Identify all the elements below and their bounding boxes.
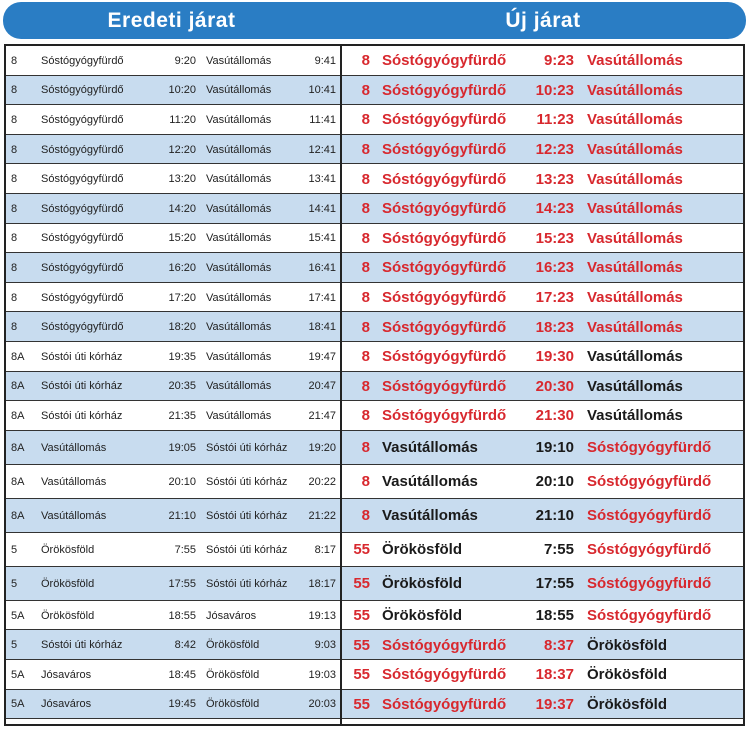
orig-arrival-stop: Örökösföld bbox=[206, 639, 260, 652]
orig-departure-stop: Sóstói úti kórház bbox=[41, 350, 123, 363]
new-arrival-stop: Sóstógyógyfürdő bbox=[587, 575, 712, 593]
new-departure-stop: Sóstógyógyfürdő bbox=[382, 666, 507, 684]
orig-arrival-time: 20:03 bbox=[308, 698, 336, 711]
new-line-number: 8 bbox=[361, 52, 370, 70]
orig-arrival-time: 15:41 bbox=[308, 232, 336, 245]
row-separator bbox=[6, 282, 743, 283]
row-separator bbox=[6, 430, 743, 431]
table-row bbox=[6, 312, 743, 342]
orig-arrival-stop: Vasútállomás bbox=[206, 261, 272, 274]
new-arrival-stop: Vasútállomás bbox=[587, 407, 683, 425]
new-arrival-stop: Sóstógyógyfürdő bbox=[587, 473, 712, 491]
orig-departure-stop: Sóstógyógyfürdő bbox=[41, 143, 124, 156]
row-separator bbox=[6, 566, 743, 567]
orig-departure-time: 21:35 bbox=[168, 409, 196, 422]
orig-departure-time: 21:10 bbox=[168, 509, 196, 522]
orig-arrival-stop: Jósaváros bbox=[206, 609, 257, 622]
orig-arrival-stop: Vasútállomás bbox=[206, 232, 272, 245]
orig-line-number: 8 bbox=[11, 321, 18, 334]
orig-departure-stop: Sóstógyógyfürdő bbox=[41, 291, 124, 304]
orig-departure-time: 20:35 bbox=[168, 380, 196, 393]
new-arrival-stop: Vasútállomás bbox=[587, 259, 683, 277]
orig-arrival-stop: Vasútállomás bbox=[206, 380, 272, 393]
orig-departure-time: 20:10 bbox=[168, 475, 196, 488]
new-arrival-stop: Vasútállomás bbox=[587, 229, 683, 247]
orig-departure-stop: Vasútállomás bbox=[41, 509, 107, 522]
orig-departure-stop: Vasútállomás bbox=[41, 441, 107, 454]
orig-line-number: 8 bbox=[11, 143, 18, 156]
new-departure-stop: Sóstógyógyfürdő bbox=[382, 111, 507, 129]
table-row bbox=[6, 224, 743, 254]
orig-departure-stop: Sóstói úti kórház bbox=[41, 639, 123, 652]
new-departure-stop: Sóstógyógyfürdő bbox=[382, 229, 507, 247]
new-line-number: 8 bbox=[361, 473, 370, 491]
new-departure-stop: Sóstógyógyfürdő bbox=[382, 348, 507, 366]
new-departure-stop: Sóstógyógyfürdő bbox=[382, 695, 507, 713]
table-row bbox=[6, 533, 743, 567]
new-departure-stop: Vasútállomás bbox=[382, 507, 478, 525]
orig-arrival-time: 13:41 bbox=[308, 173, 336, 186]
orig-arrival-stop: Vasútállomás bbox=[206, 409, 272, 422]
orig-arrival-time: 18:41 bbox=[308, 321, 336, 334]
column-divider bbox=[340, 46, 342, 724]
table-row bbox=[6, 660, 743, 690]
original-route-header: Eredeti járat bbox=[3, 2, 340, 39]
orig-departure-stop: Jósaváros bbox=[41, 668, 92, 681]
orig-line-number: 8A bbox=[11, 441, 25, 454]
orig-line-number: 8 bbox=[11, 202, 18, 215]
new-departure-stop: Sóstógyógyfürdő bbox=[382, 52, 507, 70]
orig-arrival-stop: Vasútállomás bbox=[206, 84, 272, 97]
orig-arrival-time: 19:13 bbox=[308, 609, 336, 622]
orig-arrival-stop: Örökösföld bbox=[206, 698, 260, 711]
orig-arrival-time: 8:17 bbox=[314, 543, 336, 556]
new-departure-time: 18:37 bbox=[535, 666, 574, 684]
new-departure-stop: Sóstógyógyfürdő bbox=[382, 141, 507, 159]
table-row bbox=[6, 431, 743, 465]
new-departure-stop: Örökösföld bbox=[382, 575, 463, 593]
row-separator bbox=[6, 718, 743, 719]
table-row bbox=[6, 253, 743, 283]
orig-arrival-time: 19:20 bbox=[308, 441, 336, 454]
orig-departure-time: 13:20 bbox=[168, 173, 196, 186]
orig-arrival-time: 11:41 bbox=[309, 113, 336, 126]
table-row bbox=[6, 690, 743, 720]
row-separator bbox=[6, 689, 743, 690]
new-departure-time: 17:55 bbox=[535, 575, 574, 593]
orig-departure-time: 18:55 bbox=[168, 609, 196, 622]
orig-arrival-time: 17:41 bbox=[308, 291, 336, 304]
new-arrival-stop: Örökösföld bbox=[587, 695, 668, 713]
new-departure-time: 18:55 bbox=[535, 607, 574, 625]
new-arrival-stop: Sóstógyógyfürdő bbox=[587, 607, 712, 625]
orig-departure-time: 17:20 bbox=[168, 291, 196, 304]
new-departure-stop: Sóstógyógyfürdő bbox=[382, 81, 507, 99]
new-line-number: 55 bbox=[353, 695, 370, 713]
new-arrival-stop: Vasútállomás bbox=[587, 81, 683, 99]
orig-arrival-stop: Vasútállomás bbox=[206, 113, 272, 126]
orig-line-number: 5A bbox=[11, 698, 25, 711]
orig-arrival-stop: Sóstói úti kórház bbox=[206, 543, 288, 556]
orig-arrival-time: 12:41 bbox=[308, 143, 336, 156]
new-arrival-stop: Vasútállomás bbox=[587, 141, 683, 159]
orig-arrival-time: 20:22 bbox=[308, 475, 336, 488]
orig-departure-time: 15:20 bbox=[168, 232, 196, 245]
orig-arrival-time: 16:41 bbox=[308, 261, 336, 274]
row-separator bbox=[6, 311, 743, 312]
orig-line-number: 8A bbox=[11, 409, 25, 422]
orig-line-number: 8A bbox=[11, 475, 25, 488]
orig-departure-stop: Sóstógyógyfürdő bbox=[41, 54, 124, 67]
row-separator bbox=[6, 163, 743, 164]
new-departure-stop: Sóstógyógyfürdő bbox=[382, 636, 507, 654]
new-arrival-stop: Sóstógyógyfürdő bbox=[587, 507, 712, 525]
row-separator bbox=[6, 629, 743, 630]
new-departure-time: 21:10 bbox=[535, 507, 574, 525]
new-departure-stop: Sóstógyógyfürdő bbox=[382, 318, 507, 336]
new-departure-time: 20:10 bbox=[535, 473, 574, 491]
orig-departure-time: 19:45 bbox=[168, 698, 196, 711]
new-line-number: 8 bbox=[361, 348, 370, 366]
table-row bbox=[6, 499, 743, 533]
new-departure-stop: Sóstógyógyfürdő bbox=[382, 200, 507, 218]
new-departure-time: 17:23 bbox=[535, 289, 574, 307]
new-line-number: 55 bbox=[353, 607, 370, 625]
orig-departure-stop: Sóstógyógyfürdő bbox=[41, 113, 124, 126]
table-row bbox=[6, 342, 743, 372]
table-row bbox=[6, 401, 743, 431]
new-departure-time: 20:30 bbox=[535, 377, 574, 395]
new-departure-time: 15:23 bbox=[535, 229, 574, 247]
orig-arrival-stop: Vasútállomás bbox=[206, 291, 272, 304]
orig-arrival-time: 20:47 bbox=[308, 380, 336, 393]
new-arrival-stop: Vasútállomás bbox=[587, 318, 683, 336]
new-route-header: Új járat bbox=[340, 2, 746, 39]
new-departure-stop: Örökösföld bbox=[382, 541, 463, 559]
orig-departure-stop: Sóstógyógyfürdő bbox=[41, 84, 124, 97]
orig-departure-time: 7:55 bbox=[174, 543, 196, 556]
orig-arrival-stop: Sóstói úti kórház bbox=[206, 475, 288, 488]
table-row bbox=[6, 567, 743, 601]
new-departure-time: 21:30 bbox=[535, 407, 574, 425]
row-separator bbox=[6, 498, 743, 499]
orig-arrival-stop: Sóstói úti kórház bbox=[206, 441, 288, 454]
new-line-number: 8 bbox=[361, 111, 370, 129]
orig-departure-time: 8:42 bbox=[174, 639, 196, 652]
table-row bbox=[6, 46, 743, 76]
table-row bbox=[6, 164, 743, 194]
orig-line-number: 8 bbox=[11, 261, 18, 274]
new-departure-time: 19:37 bbox=[535, 695, 574, 713]
new-line-number: 8 bbox=[361, 507, 370, 525]
orig-line-number: 8A bbox=[11, 380, 25, 393]
orig-departure-time: 18:45 bbox=[168, 668, 196, 681]
new-arrival-stop: Sóstógyógyfürdő bbox=[587, 541, 712, 559]
table-row bbox=[6, 76, 743, 106]
orig-departure-time: 19:35 bbox=[168, 350, 196, 363]
orig-departure-time: 17:55 bbox=[168, 577, 196, 590]
row-separator bbox=[6, 464, 743, 465]
new-departure-time: 12:23 bbox=[535, 141, 574, 159]
table-row bbox=[6, 601, 743, 631]
orig-arrival-time: 9:03 bbox=[314, 639, 336, 652]
new-line-number: 8 bbox=[361, 289, 370, 307]
orig-departure-stop: Örökösföld bbox=[41, 609, 95, 622]
new-line-number: 8 bbox=[361, 170, 370, 188]
new-line-number: 8 bbox=[361, 318, 370, 336]
orig-line-number: 5 bbox=[11, 639, 18, 652]
orig-departure-stop: Sóstógyógyfürdő bbox=[41, 173, 124, 186]
new-departure-time: 19:30 bbox=[535, 348, 574, 366]
new-departure-stop: Vasútállomás bbox=[382, 473, 478, 491]
orig-arrival-time: 19:03 bbox=[308, 668, 336, 681]
orig-departure-stop: Sóstói úti kórház bbox=[41, 380, 123, 393]
orig-arrival-time: 14:41 bbox=[308, 202, 336, 215]
table-row bbox=[6, 283, 743, 313]
new-arrival-stop: Vasútállomás bbox=[587, 289, 683, 307]
orig-arrival-stop: Örökösföld bbox=[206, 668, 260, 681]
orig-departure-stop: Sóstói úti kórház bbox=[41, 409, 123, 422]
orig-arrival-time: 21:22 bbox=[308, 509, 336, 522]
new-departure-time: 19:10 bbox=[535, 439, 574, 457]
new-departure-stop: Vasútállomás bbox=[382, 439, 478, 457]
row-separator bbox=[6, 75, 743, 76]
new-departure-stop: Sóstógyógyfürdő bbox=[382, 377, 507, 395]
new-arrival-stop: Sóstógyógyfürdő bbox=[587, 439, 712, 457]
orig-line-number: 8 bbox=[11, 113, 18, 126]
row-separator bbox=[6, 134, 743, 135]
table-row bbox=[6, 465, 743, 499]
orig-arrival-stop: Vasútállomás bbox=[206, 54, 272, 67]
row-separator bbox=[6, 193, 743, 194]
new-line-number: 8 bbox=[361, 259, 370, 277]
new-departure-stop: Örökösföld bbox=[382, 607, 463, 625]
row-separator bbox=[6, 659, 743, 660]
table-row bbox=[6, 135, 743, 165]
orig-departure-stop: Jósaváros bbox=[41, 698, 92, 711]
new-departure-time: 14:23 bbox=[535, 200, 574, 218]
orig-line-number: 8 bbox=[11, 84, 18, 97]
orig-departure-stop: Sóstógyógyfürdő bbox=[41, 261, 124, 274]
new-line-number: 55 bbox=[353, 575, 370, 593]
new-departure-time: 10:23 bbox=[535, 81, 574, 99]
row-separator bbox=[6, 104, 743, 105]
orig-departure-stop: Örökösföld bbox=[41, 577, 95, 590]
new-arrival-stop: Vasútállomás bbox=[587, 111, 683, 129]
new-departure-time: 13:23 bbox=[535, 170, 574, 188]
orig-arrival-time: 18:17 bbox=[308, 577, 336, 590]
orig-arrival-stop: Sóstói úti kórház bbox=[206, 509, 288, 522]
new-line-number: 8 bbox=[361, 439, 370, 457]
new-departure-time: 9:23 bbox=[543, 52, 574, 70]
orig-line-number: 8 bbox=[11, 232, 18, 245]
orig-line-number: 8 bbox=[11, 173, 18, 186]
new-departure-time: 11:23 bbox=[536, 111, 574, 129]
orig-arrival-time: 19:47 bbox=[308, 350, 336, 363]
orig-arrival-stop: Vasútállomás bbox=[206, 143, 272, 156]
orig-arrival-time: 9:41 bbox=[314, 54, 336, 67]
orig-departure-time: 19:05 bbox=[168, 441, 196, 454]
new-departure-stop: Sóstógyógyfürdő bbox=[382, 407, 507, 425]
orig-line-number: 5 bbox=[11, 543, 18, 556]
row-separator bbox=[6, 252, 743, 253]
new-departure-stop: Sóstógyógyfürdő bbox=[382, 289, 507, 307]
new-departure-time: 18:23 bbox=[535, 318, 574, 336]
orig-departure-time: 14:20 bbox=[168, 202, 196, 215]
new-line-number: 8 bbox=[361, 407, 370, 425]
orig-line-number: 5A bbox=[11, 609, 25, 622]
table-row bbox=[6, 372, 743, 402]
orig-arrival-time: 21:47 bbox=[308, 409, 336, 422]
new-line-number: 55 bbox=[353, 666, 370, 684]
new-arrival-stop: Vasútállomás bbox=[587, 200, 683, 218]
row-separator bbox=[6, 371, 743, 372]
new-line-number: 8 bbox=[361, 141, 370, 159]
new-line-number: 8 bbox=[361, 377, 370, 395]
row-separator bbox=[6, 600, 743, 601]
new-line-number: 55 bbox=[353, 636, 370, 654]
new-line-number: 8 bbox=[361, 81, 370, 99]
orig-line-number: 8 bbox=[11, 291, 18, 304]
new-line-number: 8 bbox=[361, 229, 370, 247]
orig-departure-stop: Sóstógyógyfürdő bbox=[41, 321, 124, 334]
new-arrival-stop: Vasútállomás bbox=[587, 170, 683, 188]
table-row bbox=[6, 194, 743, 224]
orig-line-number: 8 bbox=[11, 54, 18, 67]
orig-departure-stop: Sóstógyógyfürdő bbox=[41, 202, 124, 215]
new-departure-time: 7:55 bbox=[543, 541, 574, 559]
row-separator bbox=[6, 223, 743, 224]
new-arrival-stop: Örökösföld bbox=[587, 666, 668, 684]
orig-arrival-stop: Vasútállomás bbox=[206, 350, 272, 363]
new-arrival-stop: Örökösföld bbox=[587, 636, 668, 654]
row-separator bbox=[6, 532, 743, 533]
new-arrival-stop: Vasútállomás bbox=[587, 52, 683, 70]
new-line-number: 55 bbox=[353, 541, 370, 559]
new-departure-stop: Sóstógyógyfürdő bbox=[382, 170, 507, 188]
table-row bbox=[6, 630, 743, 660]
orig-departure-time: 10:20 bbox=[168, 84, 196, 97]
orig-departure-stop: Örökösföld bbox=[41, 543, 95, 556]
timetable bbox=[4, 44, 745, 726]
new-departure-time: 16:23 bbox=[535, 259, 574, 277]
orig-arrival-stop: Vasútállomás bbox=[206, 173, 272, 186]
new-departure-time: 8:37 bbox=[543, 636, 574, 654]
new-departure-stop: Sóstógyógyfürdő bbox=[382, 259, 507, 277]
orig-line-number: 5A bbox=[11, 668, 25, 681]
row-separator bbox=[6, 400, 743, 401]
orig-arrival-time: 10:41 bbox=[308, 84, 336, 97]
orig-line-number: 8A bbox=[11, 350, 25, 363]
orig-departure-time: 16:20 bbox=[168, 261, 196, 274]
orig-arrival-stop: Sóstói úti kórház bbox=[206, 577, 288, 590]
orig-line-number: 8A bbox=[11, 509, 25, 522]
orig-departure-stop: Sóstógyógyfürdő bbox=[41, 232, 124, 245]
row-separator bbox=[6, 341, 743, 342]
orig-arrival-stop: Vasútállomás bbox=[206, 321, 272, 334]
orig-arrival-stop: Vasútállomás bbox=[206, 202, 272, 215]
orig-departure-time: 9:20 bbox=[174, 54, 196, 67]
new-arrival-stop: Vasútállomás bbox=[587, 377, 683, 395]
orig-departure-time: 12:20 bbox=[168, 143, 196, 156]
new-arrival-stop: Vasútállomás bbox=[587, 348, 683, 366]
orig-line-number: 5 bbox=[11, 577, 18, 590]
orig-departure-stop: Vasútállomás bbox=[41, 475, 107, 488]
new-line-number: 8 bbox=[361, 200, 370, 218]
orig-departure-time: 11:20 bbox=[169, 113, 196, 126]
orig-departure-time: 18:20 bbox=[168, 321, 196, 334]
table-row bbox=[6, 105, 743, 135]
